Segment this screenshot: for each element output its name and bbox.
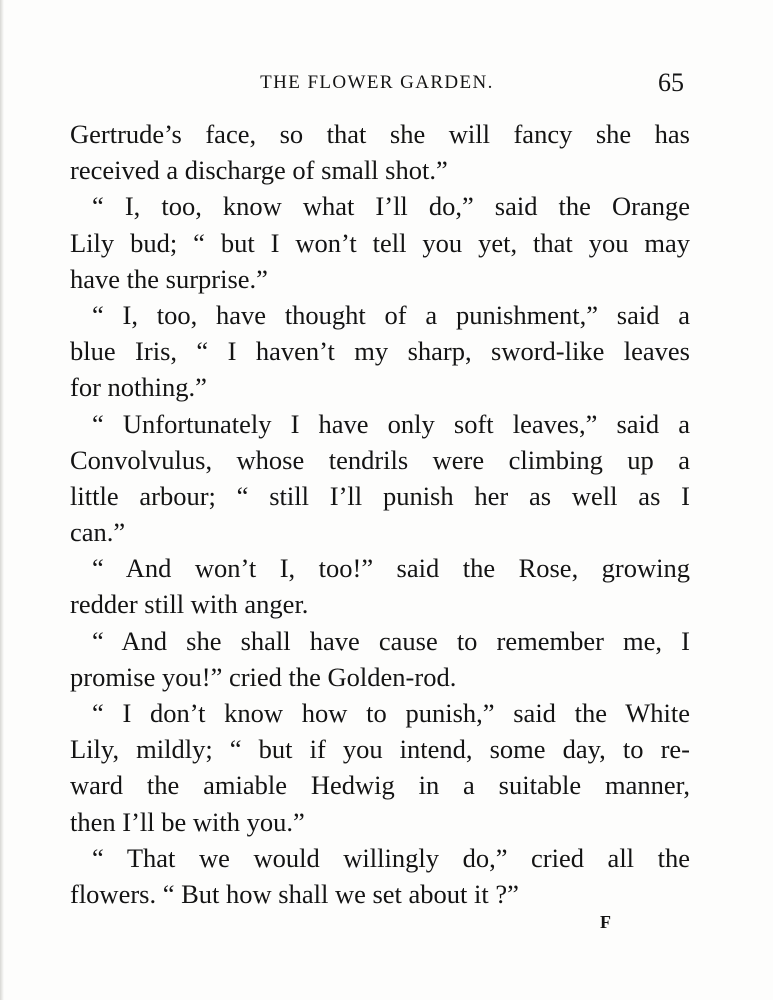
- text-line: Gertrude’s face, so that she will fancy she has: [70, 119, 690, 149]
- text-line: Lily bud; “ but I won’t tell you yet, that you may: [70, 227, 690, 258]
- text-line: received a discharge of small shot.”: [70, 155, 448, 186]
- text-line: Lily, mildly; “ but if you intend, some day, to re-: [70, 734, 690, 765]
- text-line: little arbour; “ still I’ll punish her as well as I: [70, 480, 690, 511]
- text-line: “ And she shall have cause to remember me, I: [92, 625, 690, 656]
- text-line: Convolvulus, whose tendrils were climbing up a: [70, 444, 690, 475]
- text-line: promise you!” cried the Golden-rod.: [70, 661, 457, 692]
- text-line: flowers. “ But how shall we set about it ?”: [70, 878, 519, 909]
- text-line: “ I, too, know what I’ll do,” said the Orange: [92, 191, 690, 222]
- text-line: “ I don’t know how to punish,” said the White: [92, 698, 690, 728]
- running-title: THE FLOWER GARDEN.: [260, 72, 494, 93]
- text-line: can.”: [70, 517, 126, 548]
- text-line: ward the amiable Hedwig in a suitable manner,: [70, 770, 690, 801]
- text-line: have the surprise.”: [70, 263, 268, 294]
- running-head: [70, 68, 684, 104]
- scan-edge-shadow: [0, 0, 4, 1000]
- text-line: redder still with anger.: [70, 589, 309, 620]
- signature-mark: F: [600, 912, 611, 932]
- text-line: then I’ll be with you.”: [70, 806, 305, 837]
- text-line: “ That we would willingly do,” cried all the: [92, 842, 690, 873]
- body-text: [70, 116, 690, 912]
- text-line: “ I, too, have thought of a punishment,” said a: [92, 299, 690, 330]
- text-line: “ Unfortunately I have only soft leaves,” said a: [92, 408, 690, 439]
- text-line: blue Iris, “ I haven’t my sharp, sword-like leaves: [70, 336, 690, 367]
- text-line: “ And won’t I, too!” said the Rose, growing: [92, 553, 690, 584]
- text-line: for nothing.”: [70, 372, 207, 403]
- page-number: 65: [658, 68, 684, 97]
